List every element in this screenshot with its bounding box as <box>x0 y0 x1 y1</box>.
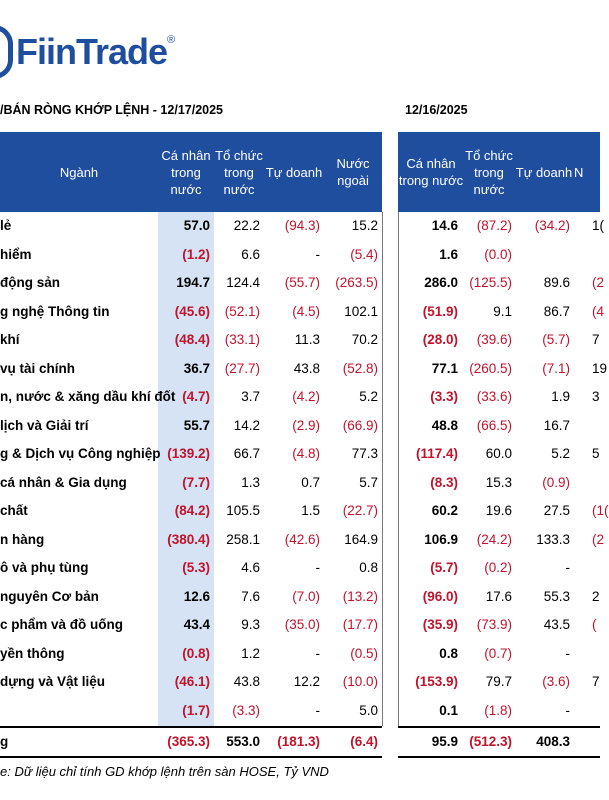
table-row <box>0 697 600 725</box>
table-row <box>0 269 605 297</box>
r-value-1: (0.0) <box>484 246 512 262</box>
l-value-1: (33.1) <box>224 332 260 347</box>
r-value-1: 60.0 <box>485 446 512 461</box>
table-row <box>0 241 600 269</box>
l-value-2: 1.5 <box>301 503 320 518</box>
r-value-0: 106.9 <box>424 531 458 547</box>
l-value-3: 5.7 <box>359 474 378 490</box>
r-value-2: (0.9) <box>542 474 570 490</box>
sector-name: yền thông <box>0 645 65 661</box>
l-value-2: (2.9) <box>292 417 320 433</box>
sector-name: c phẩm và đồ uống <box>0 617 124 632</box>
r-value-1: 9.1 <box>493 303 512 319</box>
r-value-2: (5.7) <box>542 332 570 347</box>
logo-mark-icon <box>0 25 13 79</box>
r-value-0: (117.4) <box>415 446 458 461</box>
l-value-1: (52.1) <box>224 303 260 319</box>
r-value-2: (34.2) <box>534 218 570 233</box>
table-row <box>0 326 600 354</box>
r-value-1: (512.3) <box>469 734 512 749</box>
l-value-0: 12.6 <box>183 588 210 604</box>
r-value-3: 19 <box>592 360 608 376</box>
r-value-1: (125.5) <box>469 275 512 290</box>
header-foreign: Nước ngoài <box>336 156 370 188</box>
l-value-1: 9.3 <box>241 617 260 632</box>
sector-name: n, nước & xăng dầu khí đốt <box>0 389 176 404</box>
r-value-0: (51.9) <box>422 303 458 319</box>
l-value-3: 77.3 <box>351 446 378 461</box>
l-value-3: (66.9) <box>342 417 378 433</box>
header-proprietary: Tự doanh <box>265 164 323 180</box>
r-value-3: 5 <box>592 446 600 461</box>
sector-name: dựng và Vật liệu <box>0 674 106 689</box>
total-values <box>0 728 600 756</box>
l-value-0: (45.6) <box>174 303 210 319</box>
r-value-0: (153.9) <box>415 674 458 689</box>
r-value-0: 77.1 <box>431 360 458 376</box>
l-value-1: 124.4 <box>226 275 260 290</box>
l-value-3: (263.5) <box>335 275 378 290</box>
l-value-2: - <box>315 246 320 262</box>
l-value-2: (42.6) <box>284 531 320 547</box>
l-value-0: (139.2) <box>167 446 210 461</box>
r-value-0: 95.9 <box>431 734 458 749</box>
sector-name: chất <box>0 503 28 518</box>
logo-text: FiinTrade <box>16 31 168 72</box>
l-value-3: (5.4) <box>350 246 378 262</box>
header-proprietary-prev: Tự doanh <box>515 164 573 180</box>
l-value-0: 36.7 <box>183 360 210 376</box>
l-value-2: - <box>315 645 320 661</box>
l-value-0: (5.3) <box>182 560 210 575</box>
l-value-3: 102.1 <box>344 303 378 319</box>
r-value-2: 86.7 <box>543 303 570 319</box>
l-value-1: 3.7 <box>241 389 260 404</box>
r-value-3: 7 <box>592 674 600 689</box>
l-value-0: (4.7) <box>182 389 210 404</box>
sector-name: g nghệ Thông tin <box>0 303 110 319</box>
r-value-0: 14.6 <box>431 218 458 233</box>
table-row <box>0 497 609 525</box>
table-header-left <box>0 132 382 212</box>
sector-name: lẻ <box>0 218 12 233</box>
registered-mark: ® <box>167 34 176 46</box>
l-value-0: (0.8) <box>182 645 210 661</box>
r-value-3: 2 <box>592 588 600 604</box>
l-value-1: 258.1 <box>226 531 260 547</box>
r-value-2: 55.3 <box>543 588 570 604</box>
r-value-1: (39.6) <box>476 332 512 347</box>
l-value-0: (7.7) <box>182 474 210 490</box>
r-value-1: 17.6 <box>485 588 512 604</box>
header-institution: Tổ chức trong nước <box>215 147 263 197</box>
l-value-0: (380.4) <box>167 531 210 547</box>
l-value-3: 5.0 <box>359 702 378 718</box>
l-value-0: (1.2) <box>182 246 210 262</box>
r-value-0: 286.0 <box>424 275 458 290</box>
l-value-3: 70.2 <box>351 332 378 347</box>
sector-name: nguyên Cơ bản <box>0 588 99 604</box>
r-value-2: (7.1) <box>542 360 570 376</box>
l-value-3: (22.7) <box>342 503 378 518</box>
total-bottom-rule <box>398 756 600 758</box>
r-value-0: (5.7) <box>430 560 458 575</box>
l-value-0: 43.4 <box>183 617 210 632</box>
table-row <box>0 298 605 326</box>
r-value-2: 16.7 <box>543 417 570 433</box>
table-row <box>0 611 600 639</box>
r-value-1: 15.3 <box>485 474 512 490</box>
r-value-3: 3 <box>592 389 600 404</box>
l-value-1: 66.7 <box>233 446 260 461</box>
table-row <box>0 355 608 383</box>
l-value-0: (48.4) <box>174 332 210 347</box>
sector-name: vụ tài chính <box>0 360 76 376</box>
l-value-0: (1.7) <box>182 702 210 718</box>
l-value-3: (52.8) <box>342 360 378 376</box>
table-row <box>0 640 600 668</box>
r-value-3: 1( <box>592 218 605 233</box>
r-value-2: 43.5 <box>543 617 570 632</box>
r-value-3: (2 <box>592 531 605 547</box>
r-value-2: - <box>565 702 570 718</box>
l-value-1: 4.6 <box>241 560 260 575</box>
sector-name: lịch và Giải trí <box>0 417 89 433</box>
header-foreign-prev: N <box>574 164 584 180</box>
l-value-1: 22.2 <box>233 218 260 233</box>
r-value-2: 89.6 <box>543 275 570 290</box>
sector-name: hiểm <box>0 246 32 262</box>
fiintrade-logo <box>0 22 175 82</box>
l-value-1: 105.5 <box>226 503 260 518</box>
table-row <box>0 383 600 411</box>
l-value-3: (0.5) <box>350 645 378 661</box>
l-value-1: 553.0 <box>226 734 260 749</box>
r-value-2: (3.6) <box>542 674 570 689</box>
l-value-0: 57.0 <box>183 218 210 233</box>
l-value-3: 15.2 <box>351 218 378 233</box>
r-value-2: 1.9 <box>551 389 570 404</box>
r-value-0: (3.3) <box>430 389 458 404</box>
table-row <box>0 212 605 240</box>
r-value-0: 0.8 <box>439 645 458 661</box>
r-value-0: (8.3) <box>430 474 458 490</box>
l-value-2: (35.0) <box>284 617 320 632</box>
l-value-2: (181.3) <box>277 734 320 749</box>
sector-name: ô và phụ tùng <box>0 560 89 575</box>
l-value-1: 14.2 <box>233 417 260 433</box>
l-value-2: 43.8 <box>293 360 320 376</box>
r-value-2: 133.3 <box>536 531 570 547</box>
r-value-1: (0.7) <box>484 645 512 661</box>
r-value-3: (2 <box>592 275 605 290</box>
header-institution-prev: Tổ chức trong nước <box>465 147 513 197</box>
table-row <box>0 526 605 554</box>
footnote: e: Dữ liệu chỉ tính GD khớp lệnh trên sàn HOSE, Tỷ VND <box>0 764 329 779</box>
l-value-1: (3.3) <box>232 702 260 718</box>
l-value-1: 1.2 <box>241 645 260 661</box>
l-value-1: (27.7) <box>224 360 260 376</box>
table-row <box>0 583 600 611</box>
l-value-3: 5.2 <box>359 389 378 404</box>
sector-name: g <box>0 734 9 749</box>
r-value-3: (4 <box>592 303 605 319</box>
r-value-2: 408.3 <box>536 734 570 749</box>
r-value-0: (28.0) <box>422 332 458 347</box>
r-value-1: 79.7 <box>485 674 512 689</box>
r-value-2: - <box>565 560 570 575</box>
l-value-2: 12.2 <box>293 674 320 689</box>
l-value-1: 6.6 <box>241 246 260 262</box>
l-value-2: (55.7) <box>284 275 320 290</box>
r-value-1: 19.6 <box>485 503 512 518</box>
table-header-right <box>398 132 600 212</box>
l-value-3: 164.9 <box>344 531 378 547</box>
r-value-3: 7 <box>592 332 600 347</box>
l-value-0: 194.7 <box>176 275 210 290</box>
l-value-3: (17.7) <box>342 617 378 632</box>
r-value-1: (260.5) <box>469 360 512 376</box>
l-value-2: 0.7 <box>301 474 320 490</box>
r-value-0: (96.0) <box>422 588 458 604</box>
r-value-1: (66.5) <box>476 417 512 433</box>
table-row <box>0 469 600 497</box>
l-value-2: 11.3 <box>294 332 320 347</box>
table-title-left: /BÁN RÒNG KHỚP LỆNH - 12/17/2025 <box>0 103 223 117</box>
sector-name: cá nhân & Gia dụng <box>0 474 127 490</box>
r-value-2: - <box>565 645 570 661</box>
l-value-2: (4.2) <box>292 389 320 404</box>
l-value-2: (4.5) <box>292 303 320 319</box>
l-value-2: - <box>315 560 320 575</box>
r-value-3: ( <box>592 617 597 632</box>
l-value-3: (6.4) <box>350 734 378 749</box>
sector-name: g & Dịch vụ Công nghiệp <box>0 446 161 461</box>
r-value-2: 5.2 <box>551 446 570 461</box>
table-title-right: 12/16/2025 <box>405 103 468 117</box>
table-row <box>0 412 600 440</box>
l-value-0: (46.1) <box>174 674 210 689</box>
header-sector: Ngành <box>59 164 99 180</box>
r-value-1: (0.2) <box>484 560 512 575</box>
r-value-1: (24.2) <box>476 531 512 547</box>
r-value-3: (1( <box>592 503 609 518</box>
r-value-2: 27.5 <box>543 503 570 518</box>
r-value-1: (1.8) <box>484 702 512 718</box>
r-value-0: 60.2 <box>431 503 458 518</box>
l-value-3: (13.2) <box>342 588 378 604</box>
r-value-1: (33.6) <box>476 389 512 404</box>
l-value-3: (10.0) <box>342 674 378 689</box>
l-value-3: 0.8 <box>359 560 378 575</box>
l-value-0: (84.2) <box>174 503 210 518</box>
l-value-2: (4.8) <box>292 446 320 461</box>
header-individual: Cá nhân trong nước <box>161 147 211 197</box>
r-value-0: 48.8 <box>431 417 458 433</box>
sector-name: n hàng <box>0 531 45 547</box>
table-row <box>0 554 600 582</box>
r-value-0: 1.6 <box>439 246 458 262</box>
l-value-2: (94.3) <box>284 218 320 233</box>
l-value-1: 43.8 <box>233 674 260 689</box>
header-individual-prev: Cá nhân trong nước <box>398 156 464 188</box>
table-row <box>0 440 600 468</box>
l-value-1: 1.3 <box>241 474 260 490</box>
total-row <box>0 726 600 758</box>
r-value-0: (35.9) <box>422 617 458 632</box>
l-value-2: - <box>315 702 320 718</box>
l-value-0: (365.3) <box>167 734 210 749</box>
l-value-2: (7.0) <box>292 588 320 604</box>
l-value-0: 55.7 <box>183 417 210 433</box>
r-value-0: 0.1 <box>439 702 458 718</box>
sector-name: động sản <box>0 275 60 290</box>
sector-name: khí <box>0 332 20 347</box>
r-value-1: (87.2) <box>476 218 512 233</box>
total-bottom-rule <box>0 756 382 758</box>
r-value-1: (73.9) <box>476 617 512 632</box>
l-value-1: 7.6 <box>241 588 260 604</box>
table-row <box>0 668 600 696</box>
